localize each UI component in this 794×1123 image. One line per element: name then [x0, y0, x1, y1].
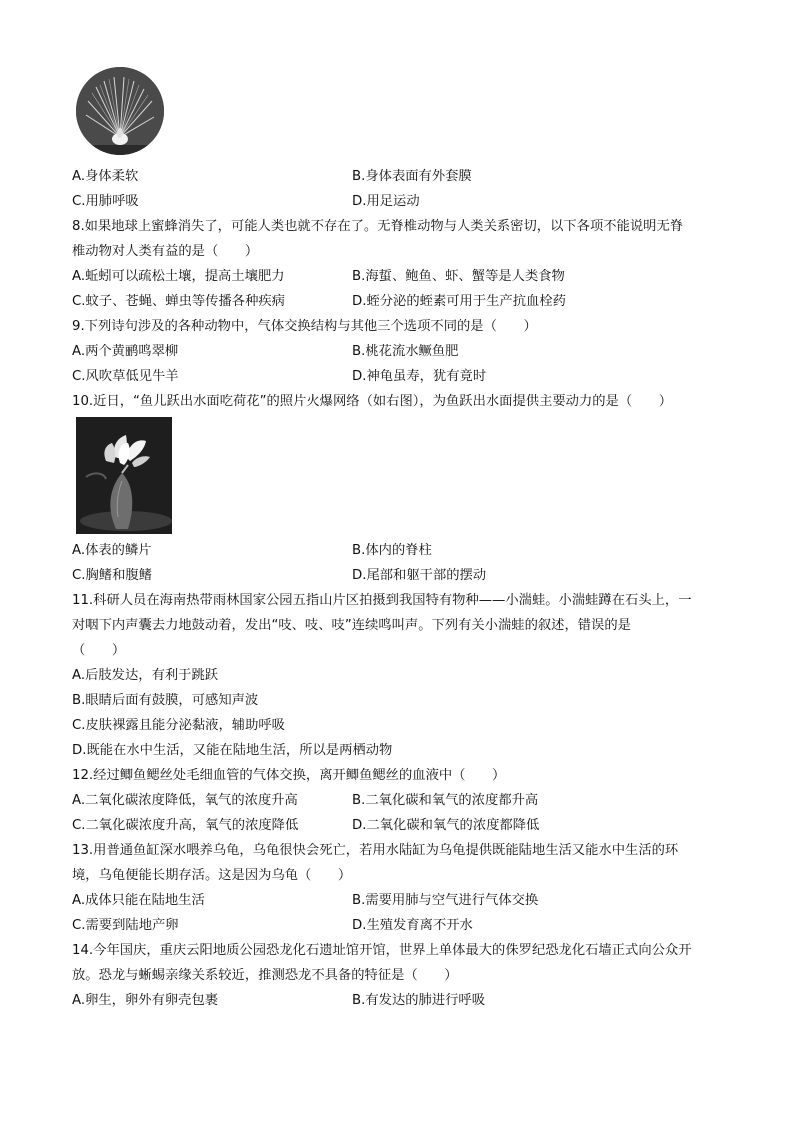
q8-option-c: C.蚊子、苍蝇、蝉虫等传播各种疾病: [72, 294, 285, 309]
q11-stem-line1: 11.科研人员在海南热带雨林国家公园五指山片区拍摄到我国特有物种——小湍蛙。小湍蛙蹲在石头上，一: [72, 593, 692, 608]
q10-stem: 10.近日，“鱼儿跃出水面吃荷花”的照片火爆网络（如右图），为鱼跃出水面提供主要动力的是（ ）: [72, 394, 673, 409]
q11-stem-line3: （ ）: [72, 643, 126, 658]
q12-stem: 12.经过鲫鱼鳃丝处毛细血管的气体交换，离开鲫鱼鳃丝的血液中（ ）: [72, 768, 506, 783]
q9-option-d: D.神龟虽寿，犹有竟时: [352, 369, 487, 384]
q9-option-c: C.风吹草低见牛羊: [72, 369, 179, 384]
q13-option-a: A.成体只能在陆地生活: [72, 893, 205, 908]
q7-option-a: A.身体柔软: [72, 169, 139, 184]
q9-option-b: B.桃花流水鳜鱼肥: [352, 344, 459, 359]
q10-option-c: C.胸鳍和腹鳍: [72, 568, 152, 583]
q14-option-b: B.有发达的肺进行呼吸: [352, 993, 486, 1008]
q7-photo-image: [76, 67, 164, 155]
q11-option-b: B.眼睛后面有鼓膜，可感知声波: [72, 693, 259, 708]
q8-option-a: A.蚯蚓可以疏松土壤，提高土壤肥力: [72, 269, 285, 284]
q14-stem-line2: 放。恐龙与蜥蜴亲缘关系较近，推测恐龙不具备的特征是（ ）: [72, 968, 458, 983]
q8-option-d: D.蛭分泌的蛭素可用于生产抗血栓药: [352, 294, 566, 309]
q9-stem: 9.下列诗句涉及的各种动物中，气体交换结构与其他三个选项不同的是（ ）: [72, 319, 537, 334]
q10-option-b: B.体内的脊柱: [352, 543, 432, 558]
q11-option-a: A.后肢发达，有利于跳跃: [72, 668, 219, 683]
q8-stem-line2: 椎动物对人类有益的是（ ）: [72, 244, 259, 259]
q14-option-a: A.卵生，卵外有卵壳包裹: [72, 993, 219, 1008]
q12-option-b: B.二氧化碳和氧气的浓度都升高: [352, 793, 539, 808]
q14-stem-line1: 14.今年国庆，重庆云阳地质公园恐龙化石遗址馆开馆，世界上单体最大的侏罗纪恐龙化石墙正式向公众开: [72, 943, 692, 958]
q7-option-d: D.用足运动: [352, 194, 420, 209]
q11-option-d: D.既能在水中生活，又能在陆地生活，所以是两栖动物: [72, 743, 393, 758]
q9-option-a: A.两个黄鹂鸣翠柳: [72, 344, 179, 359]
q13-stem-line1: 13.用普通鱼缸深水喂养乌龟，乌龟很快会死亡，若用水陆缸为乌龟提供既能陆地生活又能水中生活的环: [72, 843, 679, 858]
q13-option-c: C.需要到陆地产卵: [72, 918, 179, 933]
q12-option-d: D.二氧化碳和氧气的浓度都降低: [352, 818, 540, 833]
q10-option-d: D.尾部和躯干部的摆动: [352, 568, 487, 583]
q12-option-a: A.二氧化碳浓度降低，氧气的浓度升高: [72, 793, 298, 808]
q13-option-b: B.需要用肺与空气进行气体交换: [352, 893, 539, 908]
q8-option-b: B.海蜇、鲍鱼、虾、蟹等是人类食物: [352, 269, 565, 284]
q8-stem-line1: 8.如果地球上蜜蜂消失了，可能人类也就不存在了。无脊椎动物与人类关系密切，以下各项不能说明无脊: [72, 219, 684, 234]
q12-option-c: C.二氧化碳浓度升高，氧气的浓度降低: [72, 818, 299, 833]
q7-option-b: B.身体表面有外套膜: [352, 169, 472, 184]
q7-option-c: C.用肺呼吸: [72, 194, 139, 209]
q10-fish-lotus-image: [76, 417, 172, 534]
q11-stem-line2: 对咽下内声囊去力地鼓动着，发出“吱、吱、吱”连续鸣叫声。下列有关小湍蛙的叙述，错误的是: [72, 618, 631, 633]
q10-option-a: A.体表的鳞片: [72, 543, 152, 558]
q11-option-c: C.皮肤裸露且能分泌黏液，辅助呼吸: [72, 718, 285, 733]
q13-option-d: D.生殖发育离不开水: [352, 918, 473, 933]
q13-stem-line2: 境，乌龟便能长期存活。这是因为乌龟（ ）: [72, 868, 352, 883]
